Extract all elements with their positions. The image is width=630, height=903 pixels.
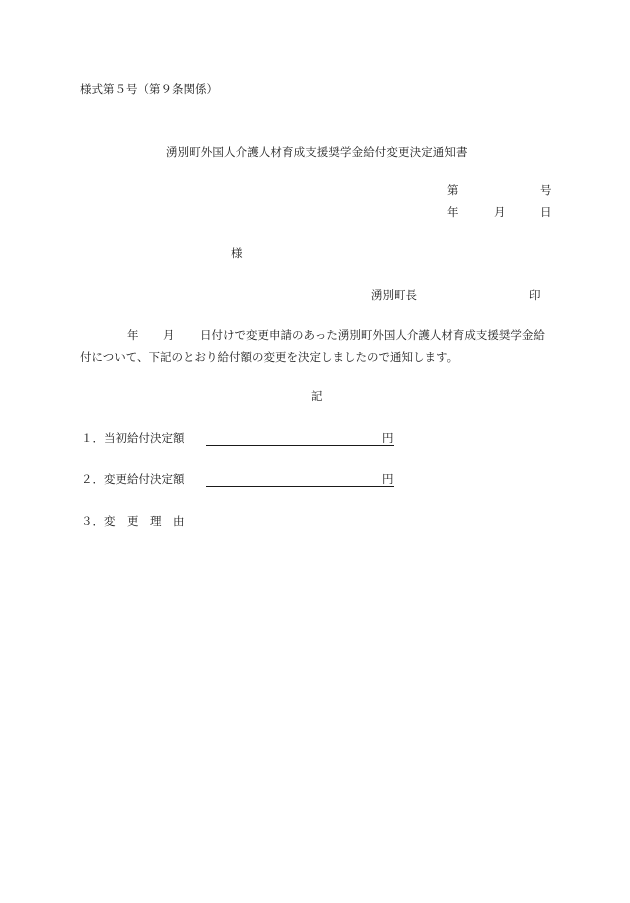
document-number-prefix: 第 [447, 183, 459, 197]
form-number: 様式第５号（第９条関係） [80, 82, 218, 96]
body-month-label: 月 [163, 328, 175, 342]
original-amount-yen-unit: 円 [382, 431, 394, 445]
body-text-line2: 付について、下記のとおり給付額の変更を決定しましたので通知します。 [80, 350, 459, 364]
changed-amount-yen-unit: 円 [382, 472, 394, 486]
item-original-amount-label: １．当初給付決定額 [81, 431, 185, 445]
document-title: 湧別町外国人介護人材育成支援奨学金給付変更決定通知書 [166, 145, 468, 159]
changed-amount-blank-line [206, 474, 382, 487]
date-month-label: 月 [494, 205, 506, 219]
ki-heading: 記 [311, 389, 323, 403]
seal-mark: 印 [529, 288, 541, 302]
date-day-label: 日 [540, 205, 552, 219]
date-year-label: 年 [447, 205, 459, 219]
issuer-name: 湧別町長 [371, 288, 417, 302]
item-change-reason-label: ３．変 更 理 由 [81, 514, 185, 528]
item-changed-amount-label: ２．変更給付決定額 [81, 472, 185, 486]
document-number-suffix: 号 [540, 183, 552, 197]
original-amount-blank-line [206, 433, 382, 446]
recipient-honorific: 様 [231, 246, 243, 260]
body-text-line1: 日付けで変更申請のあった湧別町外国人介護人材育成支援奨学金給 [200, 328, 545, 342]
body-year-label: 年 [127, 328, 139, 342]
